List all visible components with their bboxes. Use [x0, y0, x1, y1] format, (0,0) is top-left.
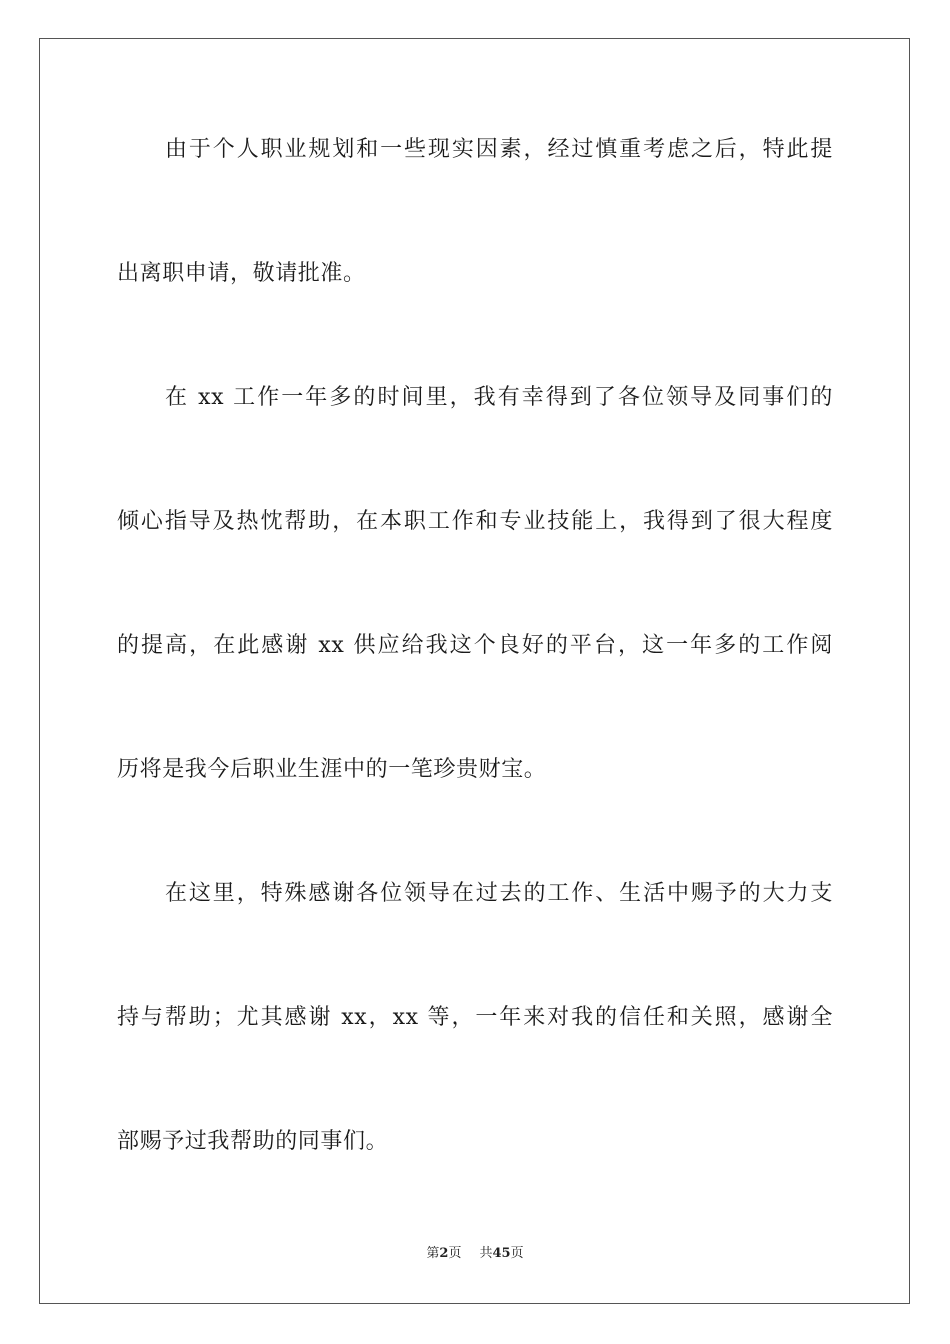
page-total: 45	[492, 1246, 511, 1261]
page-prefix: 第	[426, 1246, 440, 1261]
paragraph-2-line-4: 历将是我今后职业生涯中的一笔珍贵财宝。	[117, 757, 547, 782]
page-current: 2	[439, 1246, 449, 1261]
total-suffix: 页	[510, 1246, 524, 1261]
paragraph-2-line-1: 在 xx 工作一年多的时间里，我有幸得到了各位领导及同事们的	[165, 385, 833, 410]
paragraph-3-line-1: 在这里，特殊感谢各位领导在过去的工作、生活中赐予的大力支	[165, 881, 833, 906]
paragraph-2-line-2: 倾心指导及热忱帮助，在本职工作和专业技能上，我得到了很大程度	[117, 509, 833, 534]
paragraph-1-line-1: 由于个人职业规划和一些现实因素，经过慎重考虑之后，特此提	[165, 137, 833, 162]
paragraph-3-line-3: 部赐予过我帮助的同事们。	[117, 1129, 389, 1154]
paragraph-1-line-2: 出离职申请，敬请批准。	[117, 261, 366, 286]
page-suffix: 页	[448, 1246, 462, 1261]
page-footer	[0, 1245, 950, 1263]
page-border	[39, 38, 910, 1304]
paragraph-3-line-2: 持与帮助；尤其感谢 xx，xx 等，一年来对我的信任和关照，感谢全	[117, 1005, 833, 1030]
paragraph-2-line-3: 的提高，在此感谢 xx 供应给我这个良好的平台，这一年多的工作阅	[117, 633, 833, 658]
total-prefix: 共	[479, 1246, 493, 1261]
